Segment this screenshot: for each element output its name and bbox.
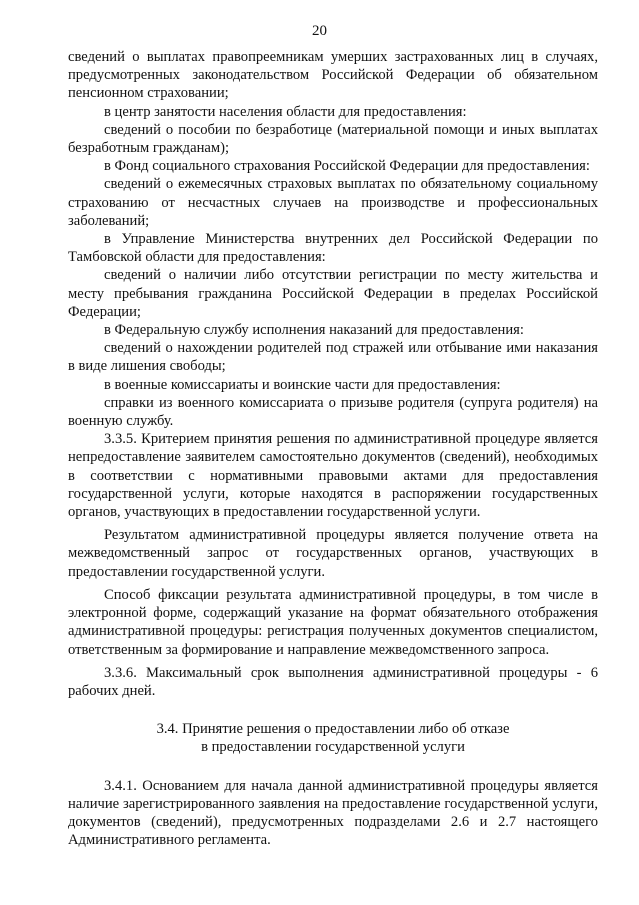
paragraph-custody-info: сведений о нахождении родителей под стражей или отбывание ими наказания в виде лишения свободы;	[68, 340, 598, 375]
paragraph-registration-info: сведений о наличии либо отсутствии регистрации по месту жительства и месту пребывания гражданина Российской Федерации в пределах Российской Федерации;	[68, 267, 598, 320]
paragraph-interior-ministry: в Управление Министерства внутренних дел Российской Федерации по Тамбовской области для предоставления:	[68, 231, 598, 266]
page-number: 20	[312, 23, 327, 39]
paragraph-penitentiary-service: в Федеральную службу исполнения наказаний для предоставления:	[104, 322, 524, 339]
paragraph-pension-payments: сведений о выплатах правопреемникам умерших застрахованных лиц в случаях, предусмотренных законодательством Российской Федерации об обязательном пенсионном страховании;	[68, 49, 598, 102]
paragraph-insurance-payments: сведений о ежемесячных страховых выплатах по обязательному социальному страхованию от несчастных случаев на производстве и профессиональных заболеваний;	[68, 176, 598, 229]
paragraph-social-insurance-fund: в Фонд социального страхования Российской Федерации для предоставления:	[104, 158, 590, 175]
paragraph-3-4-1: 3.4.1. Основанием для начала данной административной процедуры является наличие зарегистрированного заявления на предоставление государственной услуги, документов (сведений), предусмотренных подразделами 2.6 и 2.7 настоящего Административного регламента.	[68, 777, 598, 849]
paragraph-3-3-6: 3.3.6. Максимальный срок выполнения административной процедуры - 6 рабочих дней.	[68, 664, 598, 699]
paragraph-military-commissariats: в военные комиссариаты и воинские части для предоставления:	[104, 376, 501, 393]
paragraph-3-3-5: 3.3.5. Критерием принятия решения по административной процедуре является непредоставление заявителем самостоятельно документов (сведений), необходимых в соответствии с нормативными правовыми актами для предоставления государственной услуги, которые находятся в распоряжении государственных органов, участвующих в предоставлении государственной услуги.	[68, 431, 598, 521]
section-heading-line-1: 3.4. Принятие решения о предоставлении либо об отказе	[156, 721, 510, 738]
paragraph-unemployment-benefit: сведений о пособии по безработице (материальной помощи и иных выплатах безработным гражданам);	[68, 121, 598, 157]
section-heading-3-4	[68, 720, 598, 756]
document-body	[68, 48, 598, 849]
paragraph-employment-center: в центр занятости населения области для предоставления:	[104, 103, 467, 120]
paragraph-procedure-result: Результатом административной процедуры является получение ответа на межведомственный запрос от государственных органов, участвующих в предоставлении государственной услуги.	[68, 527, 598, 580]
section-heading-line-2: в предоставлении государственной услуги	[201, 739, 465, 756]
paragraph-military-certificate: справки из военного комиссариата о призыве родителя (супруга родителя) на военную службу.	[68, 394, 598, 430]
paragraph-result-fixation: Способ фиксации результата административной процедуры, в том числе в электронной форме, содержащий указание на формат обязательного отображения административной процедуры: регистрация полученных документов специалистом, ответственным за формирование и направление межведомственного запроса.	[68, 586, 598, 658]
